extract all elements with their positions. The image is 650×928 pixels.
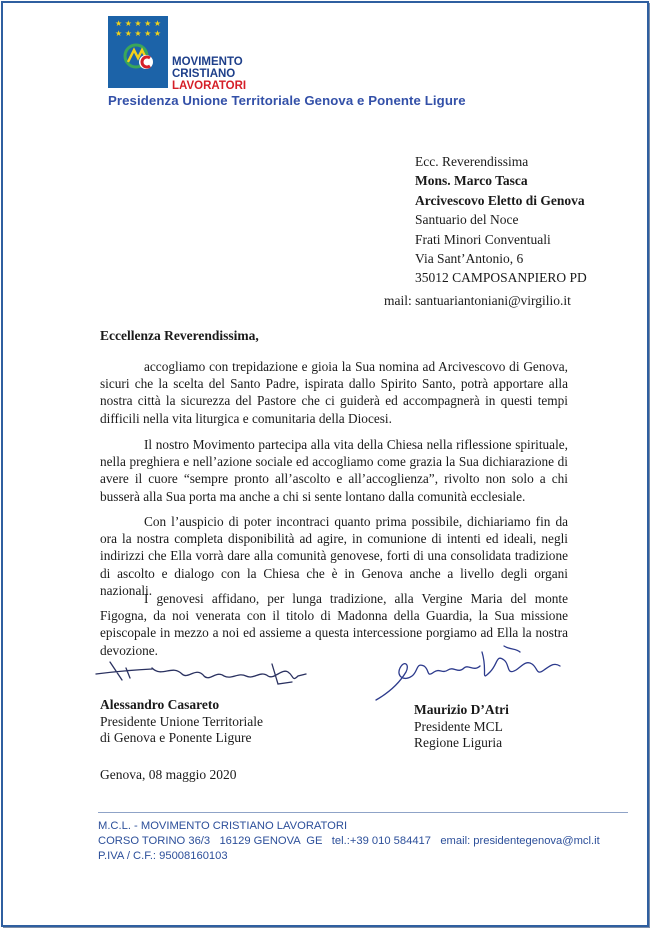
- signer-role: Presidente Unione Territoriale: [100, 713, 264, 729]
- letterhead-subtitle: Presidenza Unione Territoriale Genova e Ponente Ligure: [108, 93, 466, 108]
- footer-address: CORSO TORINO 36/3 16129 GENOVA GE tel.:+39 010 584417 email: presidentegenova@mcl.it: [98, 835, 600, 848]
- body-paragraph-3: Con l’auspicio di poter incontraci quanto prima possibile, dichiariamo fin da ora la nostra completa disponibilità ad agire, in comunione di intenti ed ideali, negli indirizzi che Ella vorrà dare alla comunità genovese, forti di una consolidata tradizione di ascolto e dialogo con la Chiesa che è in Genova anche a livello degli organi nazionali.: [100, 514, 568, 598]
- signature-casareto: [92, 654, 314, 690]
- signature-datri: [370, 642, 570, 706]
- logo-line-3: LAVORATORI: [172, 80, 247, 92]
- signer-name: Maurizio D’Atri: [414, 702, 509, 717]
- signer-name: Alessandro Casareto: [100, 697, 220, 712]
- addressee-email: mail: santuariantoniani@virgilio.it: [384, 293, 571, 308]
- addressee-block: [415, 152, 587, 288]
- addressee-line: 35012 CAMPOSANPIERO PD: [415, 270, 587, 286]
- footer-org: M.C.L. - MOVIMENTO CRISTIANO LAVORATORI: [98, 820, 348, 832]
- footer-divider: [98, 812, 628, 813]
- signer-role: Presidente MCL: [414, 718, 503, 734]
- signer-role: di Genova e Ponente Ligure: [100, 730, 252, 745]
- body-paragraph-4: I genovesi affidano, per lunga tradizione, alla Vergine Maria del monte Figogna, da noi venerata con il titolo di Madonna della Guardia, la Sua missione episcopale in mezzo a noi ed assieme a questa intercessione porgiamo ad Ella la nostra devozione.: [100, 591, 568, 658]
- addressee-title: Arcivescovo Eletto di Genova: [415, 192, 585, 208]
- addressee-line: Santuario del Noce: [415, 212, 519, 228]
- body-paragraph-2: Il nostro Movimento partecipa alla vita della Chiesa nella riflessione spirituale, nella preghiera e nell’azione sociale ed accogliamo come grazia la Sua dichiarazione di avere il cuore “sempre pronto all’ascolto e all’accoglienza”, rivolto non solo a chi busserà alla Sua porta ma anche a chi si sente lontano dalla comunità ecclesiale.: [100, 437, 568, 504]
- addressee-line: Via Sant’Antonio, 6: [415, 251, 524, 267]
- logo-wordmark: [172, 56, 246, 92]
- signer-datri: [414, 702, 509, 752]
- addressee-line: Ecc. Reverendissima: [415, 154, 529, 169]
- logo-stars: ★ ★ ★ ★ ★ ★ ★ ★ ★ ★: [114, 19, 162, 38]
- signer-casareto: [100, 697, 263, 747]
- logo-mark-icon: [122, 42, 156, 72]
- logo-line-2: CRISTIANO: [172, 68, 236, 80]
- addressee-name: Mons. Marco Tasca: [415, 173, 528, 189]
- mcl-logo: [108, 16, 168, 88]
- salutation: Eccellenza Reverendissima,: [100, 328, 259, 343]
- footer-vat: P.IVA / C.F.: 95008160103: [98, 850, 228, 863]
- signer-role: Regione Liguria: [414, 735, 503, 750]
- logo-line-1: MOVIMENTO: [172, 56, 243, 68]
- addressee-line: Frati Minori Conventuali: [415, 231, 551, 247]
- body-paragraph-1: accogliamo con trepidazione e gioia la Sua nomina ad Arcivescovo di Genova, sicuri che la scelta del Santo Padre, ispirata dallo Spirito Santo, potrà apportare alla nostra città la sicurezza del Pastore che ci guiderà ed accompagnerà in questi tempi difficili nella vita liturgica e comunitaria della Diocesi.: [100, 359, 568, 426]
- letter-date: Genova, 08 maggio 2020: [100, 767, 237, 782]
- footer: [98, 819, 600, 865]
